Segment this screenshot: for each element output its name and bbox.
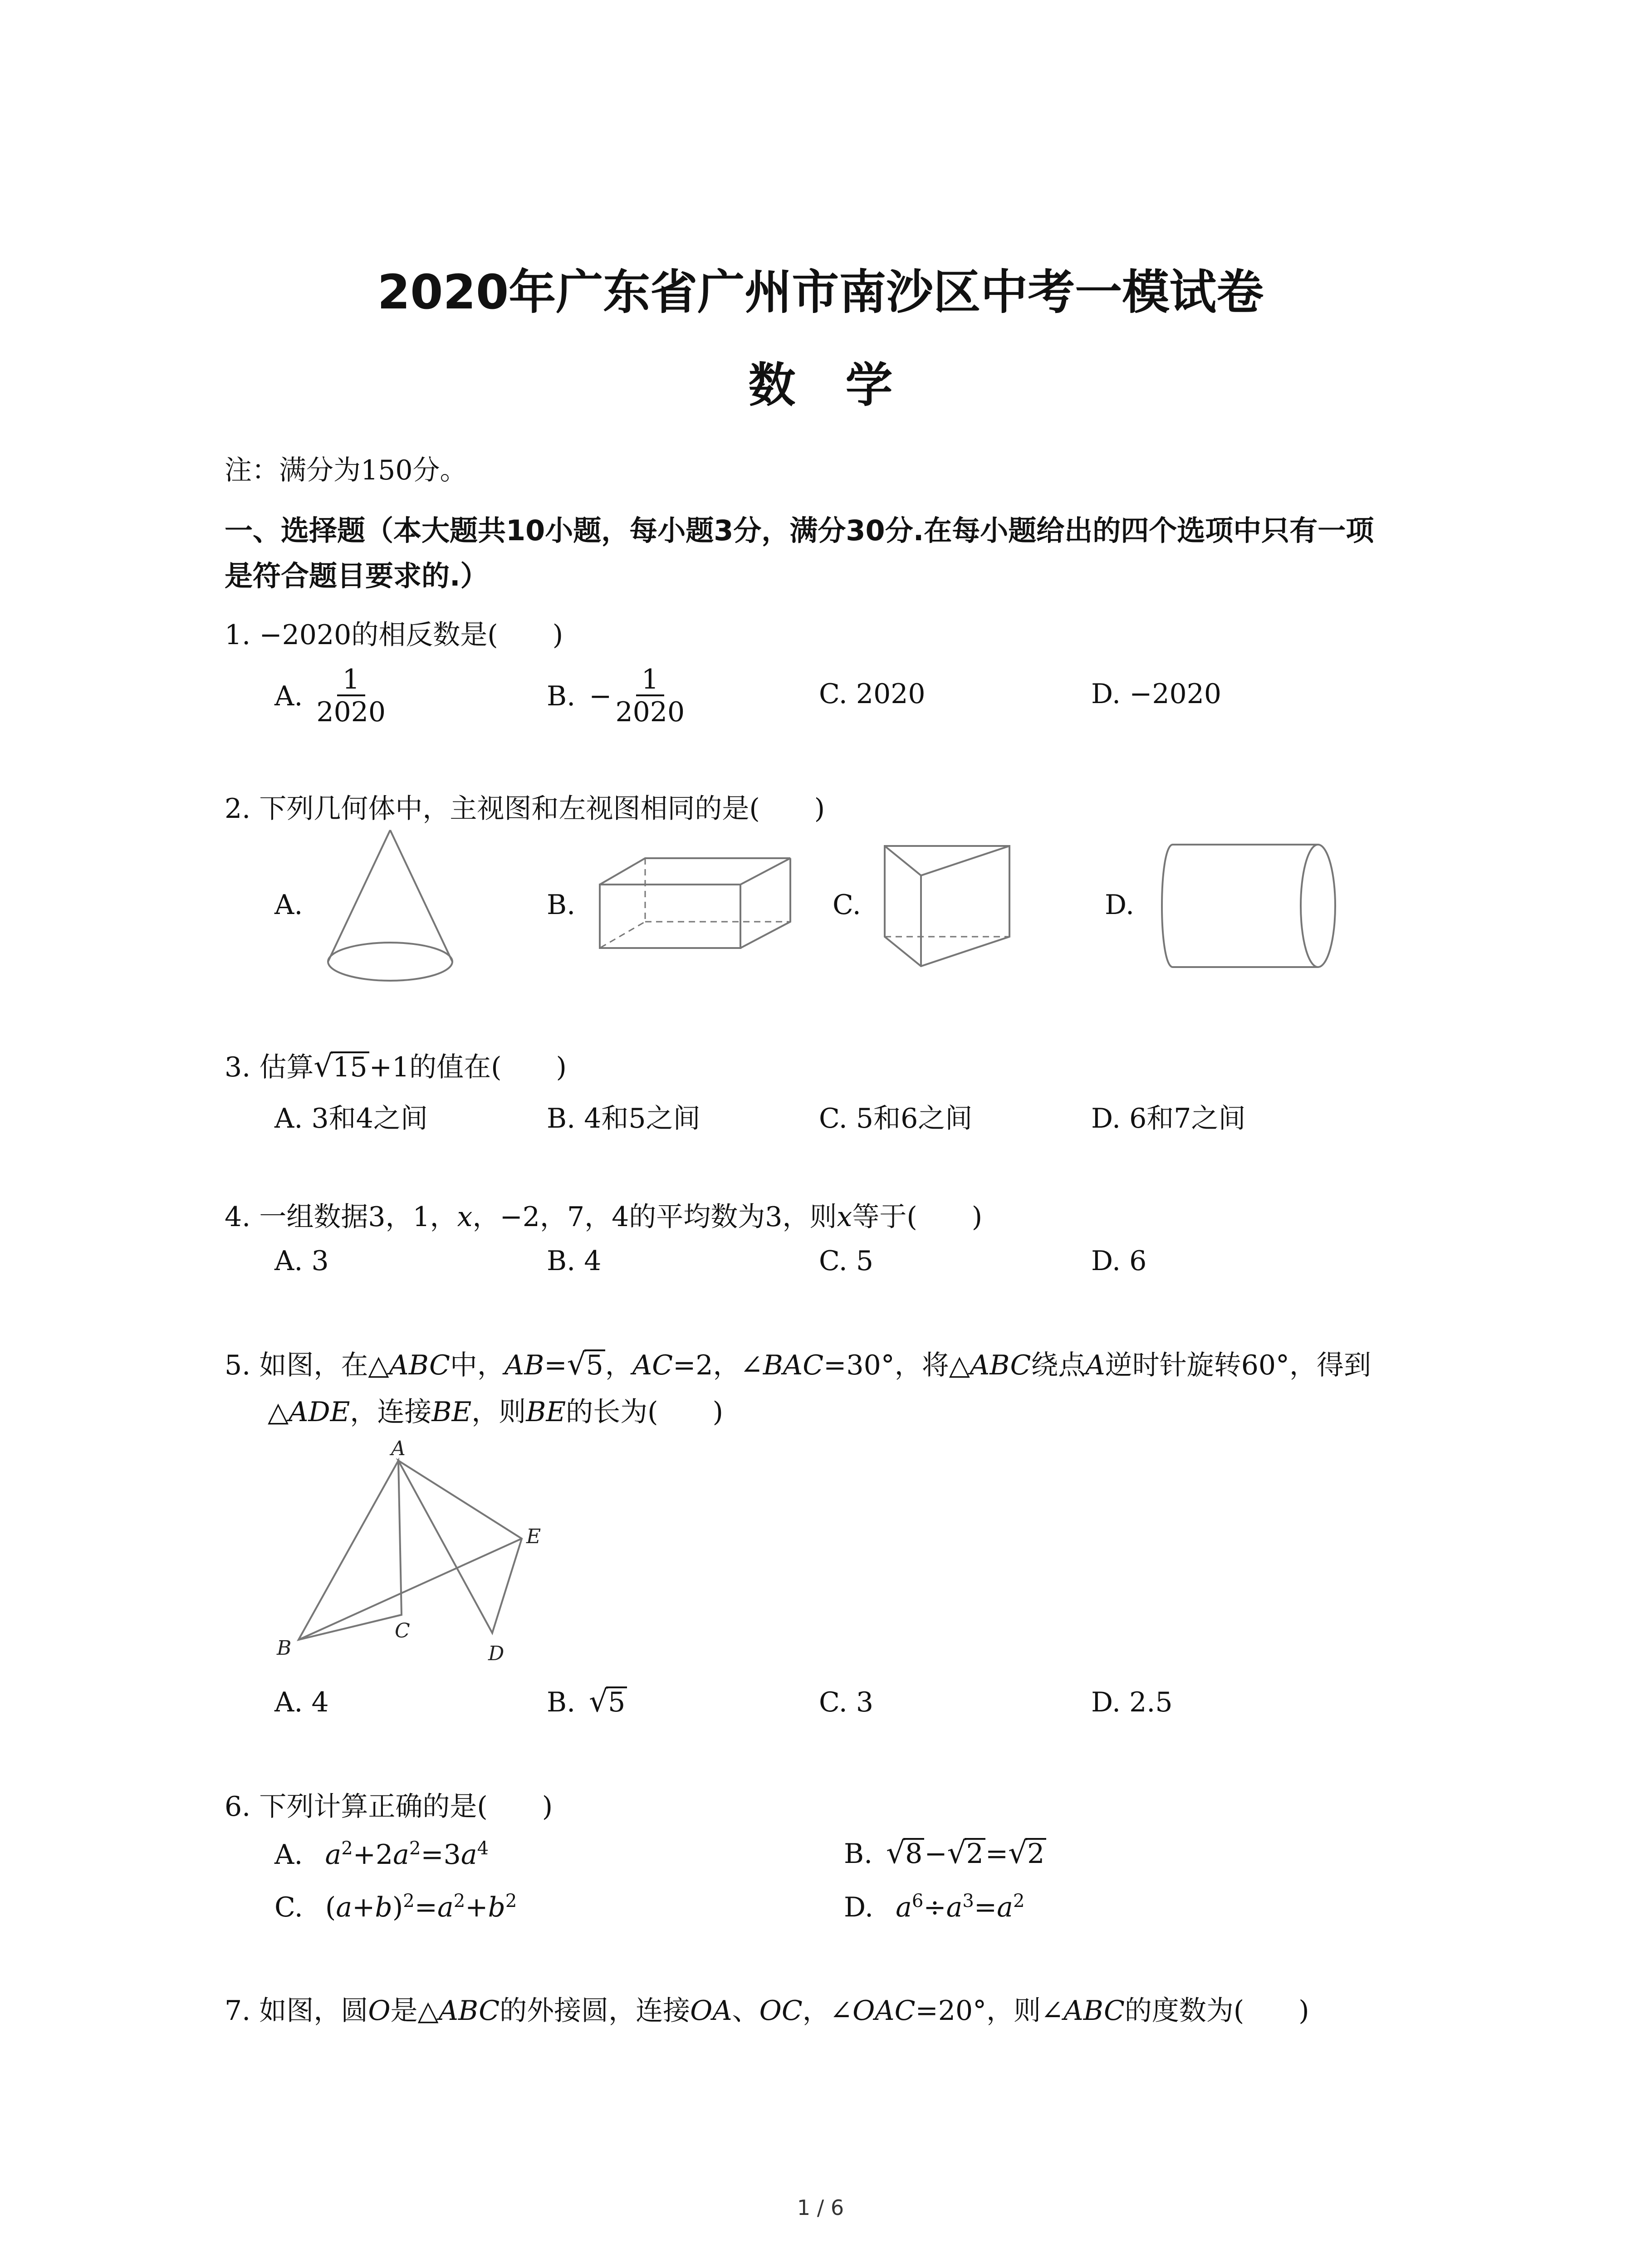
q1-a-denominator: 2020 [316,696,386,728]
q5-label-e: E [526,1525,541,1548]
q6-option-b [844,1838,1046,1870]
q5-abc2: ABC [970,1349,1031,1381]
q5-label-c: C [395,1619,410,1642]
q6-b-sqrt2 [947,1838,985,1870]
q5-l1-b: ， [605,1349,632,1381]
q2-b-label: B. [547,889,576,921]
q5-a-point: A [1085,1349,1105,1381]
q2-c-label: C. [833,889,861,921]
q5-ade: ADE [289,1396,350,1428]
q1-a-label: A. [274,680,303,712]
q5-b-label: B. [547,1686,576,1718]
question-5-line2 [268,1390,723,1429]
q5-l1-pre: 5. 如图，在△ [225,1349,389,1381]
q7-d: ，∠ [802,1995,853,2027]
q1-b-numerator: 1 [636,665,664,696]
q7-e: =20°，则∠ [915,1995,1064,2027]
q4-option-a: A. 3 [274,1245,329,1277]
q6-option-c: C. $(a+b)^2=a^2+b^2$ [274,1891,517,1923]
q7-oa: OA [690,1995,732,2027]
q3-option-a: A. 3和4之间 [274,1103,428,1134]
q5-l1-f: 逆时针旋转60°，得到 [1105,1349,1372,1381]
question-7-stem [225,1989,1309,2028]
q4-var: x [457,1201,473,1233]
q5-l2-a: ，连接 [350,1396,432,1428]
q5-option-a: A. 4 [274,1686,329,1718]
q6-b-sqrt1 [886,1838,924,1870]
q5-label-a: A [391,1437,406,1460]
subject-title: 数学 [748,357,943,413]
question-6-stem: 6. 下列计算正确的是( ) [225,1791,553,1823]
q7-oc: OC [759,1995,803,2027]
q6-option-a: A. $a^2+2a^2=3a^4$ [274,1838,489,1871]
q6-b-eq: = [985,1838,1009,1870]
cylinder-icon [1155,839,1345,975]
q7-c: 、 [732,1995,759,2027]
question-1-stem: 1. −2020的相反数是( ) [225,619,563,651]
q5-l2-pre: △ [268,1396,289,1428]
q1-b-denominator: 2020 [615,696,685,728]
q4-stem-mid: ，−2，7，4的平均数为3，则 [472,1201,837,1233]
full-score-note: 注：满分为150分。 [225,455,467,486]
q7-oac: OAC [852,1995,916,2027]
q1-option-a [274,665,386,728]
q3-stem-post: +1的值在( ) [369,1051,567,1083]
q5-radicand: 5 [584,1349,605,1379]
q6-b-r2: 2 [965,1838,985,1868]
q6-b-sqrt3 [1008,1838,1046,1870]
q1-option-d: D. −2020 [1091,678,1222,710]
q5-be: BE [431,1396,472,1428]
q4-option-d: D. 6 [1091,1245,1147,1277]
q1-b-label: B. [547,680,576,712]
q5-option-c: C. 3 [819,1686,874,1718]
question-2-stem: 2. 下列几何体中，主视图和左视图相同的是( ) [225,793,825,825]
q5-l1-a: 中， [450,1349,505,1381]
q6-d-label: D. [844,1892,874,1923]
q4-stem-pre: 4. 一组数据3，1， [225,1201,457,1233]
q1-option-c: C. 2020 [819,678,926,710]
cone-icon [318,826,463,993]
q3-sqrt [314,1051,369,1083]
q1-b-sign: − [589,680,612,712]
q5-l1-e: 绕点 [1031,1349,1086,1381]
q7-b: 的外接圆，连接 [500,1995,691,2027]
q5-ac: AC [632,1349,673,1381]
q6-b-label: B. [844,1838,873,1870]
prism-icon [878,841,1023,978]
q7-a: 是△ [390,1995,439,2027]
q5-label-d: D [488,1642,505,1665]
exam-title: 2020年广东省广州市南沙区中考一模试卷 [377,264,1264,320]
q5-triangle-figure [245,1433,572,1669]
q3-option-d: D. 6和7之间 [1091,1103,1246,1134]
q5-ab: AB [504,1349,544,1381]
section-header-line2: 是符合题目要求的.） [225,559,489,592]
q5-l1-d: =30°，将△ [823,1349,970,1381]
q5-l1-c: =2，∠ [673,1349,763,1381]
q5-bac: BAC [763,1349,824,1381]
q7-pre: 7. 如图，圆 [225,1995,368,2027]
q7-abc: ABC [438,1995,500,2027]
q1-a-fraction [316,665,386,728]
q5-l2-c: 的长为( ) [566,1396,723,1428]
q5-be2: BE [526,1396,566,1428]
question-5-line1 [225,1344,1371,1383]
q1-option-b [547,665,685,728]
q5-eq: = [544,1349,567,1381]
question-3-stem [225,1046,567,1085]
q4-stem-post: 等于( ) [852,1201,983,1233]
page-number: 1 / 6 [797,2195,844,2220]
q5-b-sqrt [589,1686,627,1718]
q7-o: O [368,1995,391,2027]
q5-b-radicand: 5 [606,1686,627,1716]
q4-option-b: B. 4 [547,1245,602,1277]
q1-a-numerator: 1 [337,665,365,696]
q5-option-b [547,1686,627,1718]
q3-option-b: B. 4和5之间 [547,1103,700,1134]
q6-b-minus: − [924,1838,947,1870]
q3-stem-pre: 3. 估算 [225,1051,314,1083]
q6-c-label: C. [274,1892,303,1923]
section-header-line1: 一、选择题（本大题共10小题，每小题3分，满分30分.在每小题给出的四个选项中只有一项 [225,514,1374,547]
q5-label-b: B [277,1637,292,1660]
q4-var2: x [837,1201,852,1233]
q2-d-label: D. [1105,889,1135,921]
q6-b-r3: 2 [1025,1838,1046,1868]
cuboid-icon [594,853,803,962]
q6-a-label: A. [274,1839,303,1871]
q5-abc: ABC [389,1349,450,1381]
question-4-stem [225,1195,982,1234]
q2-a-label: A. [274,889,303,921]
q4-option-c: C. 5 [819,1245,874,1277]
q6-b-r1: 8 [903,1838,924,1868]
q3-radicand: 15 [331,1051,369,1081]
q3-option-c: C. 5和6之间 [819,1103,973,1134]
q5-option-d: D. 2.5 [1091,1686,1173,1718]
q7-f: 的度数为( ) [1124,1995,1309,2027]
q5-sqrt [567,1349,605,1381]
q5-l2-b: ，则 [471,1396,526,1428]
q1-b-fraction [615,665,685,728]
q7-abc2: ABC [1063,1995,1125,2027]
q6-option-d: D. $a^6\div a^3=a^2$ [844,1891,1025,1923]
